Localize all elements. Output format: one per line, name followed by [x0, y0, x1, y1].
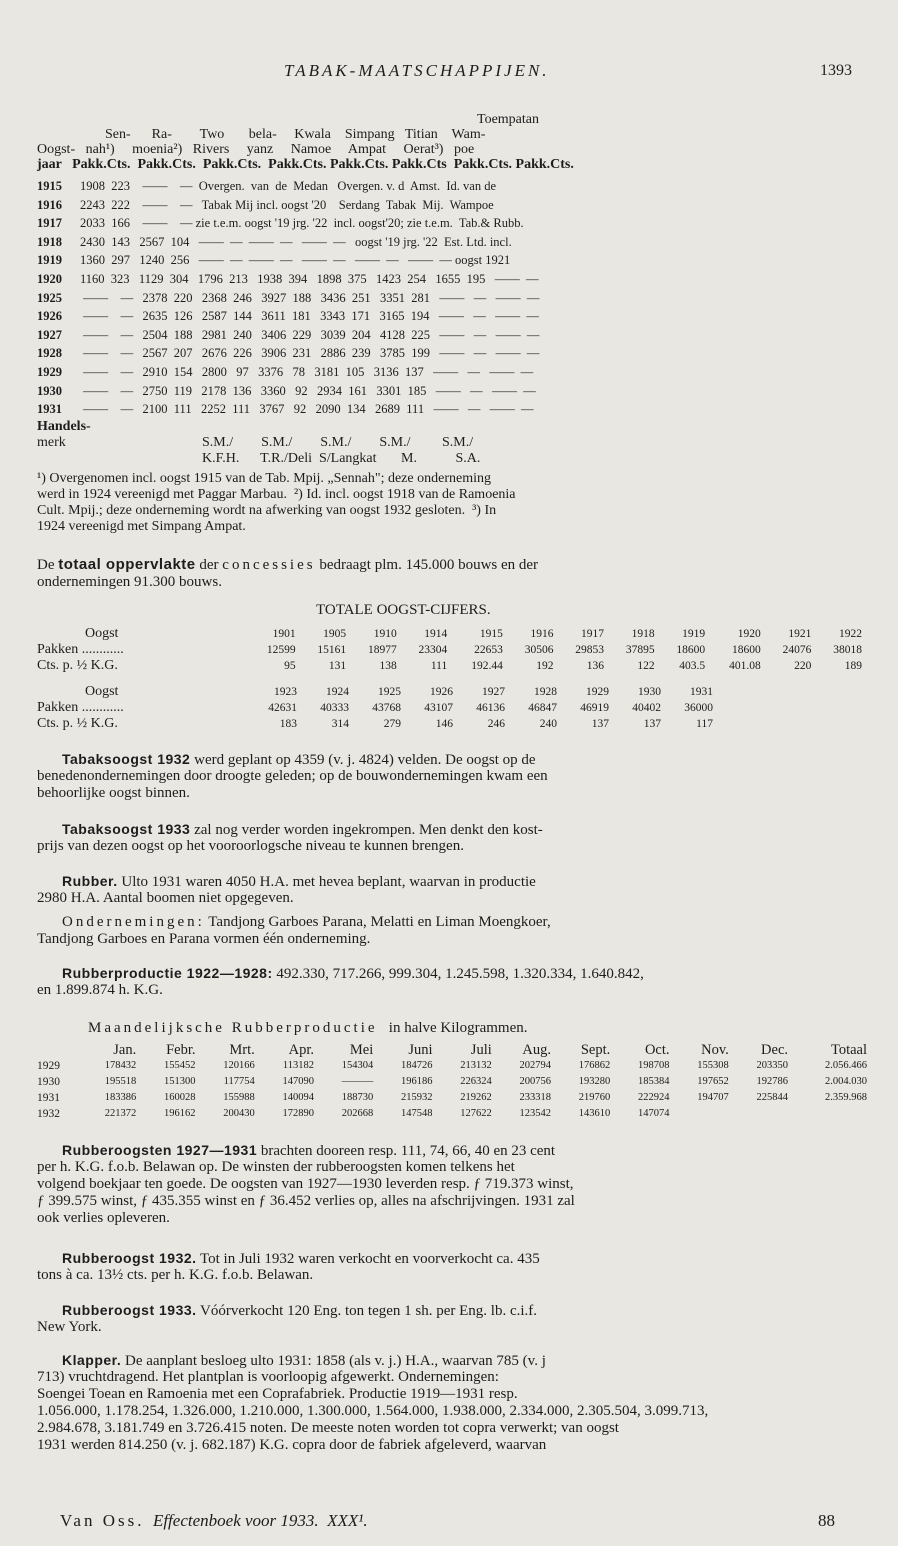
monthly-cell: 225844 — [756, 1092, 788, 1103]
paragraph-ondernemingen-line — [62, 914, 551, 931]
totale-oogst-cell: 46136 — [476, 702, 505, 714]
paragraph-text: volgend boekjaar ten goede. De oogsten van 1927—1930 leverden resp. ƒ 719.373 winst, — [37, 1176, 574, 1192]
paragraph-klapper-line — [37, 1403, 708, 1420]
month-header: Totaal — [830, 1042, 867, 1058]
totale-oogst-cell: 18600 — [676, 644, 706, 656]
paragraph-text: 713) vruchtdragend. Het plantplan is voorloopig afgewerkt. Ondernemingen: — [37, 1369, 499, 1385]
estate-row-values: —— — 2504 188 2981 240 3406 229 3039 204 4128 225 —— — —— — — [80, 327, 540, 342]
estate-row-year: 1927 — [37, 327, 62, 342]
page-number: 1393 — [820, 62, 852, 79]
totale-oogst-row-pakken — [37, 642, 862, 658]
monthly-cell: 233318 — [519, 1092, 551, 1103]
monthly-table — [37, 1042, 867, 1122]
totale-oogst-cell: 240 — [539, 718, 557, 730]
row-label: Cts. p. ½ K.G. — [37, 716, 118, 731]
paragraph-text: Tandjong Garboes en Parana vormen één onderneming. — [37, 931, 371, 947]
monthly-header-row — [37, 1042, 867, 1058]
totale-oogst-cell: 137 — [643, 718, 661, 730]
paragraph-text: per h. K.G. f.o.b. Belawan op. De winsten der rubberoogsten komen telkens het — [37, 1159, 515, 1175]
totaal-paragraph: De totaal oppervlakte der concessies bedraagt plm. 145.000 bouws en der — [37, 556, 539, 573]
paragraph-text: 1931 werden 814.250 (v. j. 682.187) K.G. copra door de fabriek afgeleverd, waarvan — [37, 1437, 547, 1453]
monthly-cell: 123542 — [519, 1108, 551, 1119]
estates-header-row1: Sen- Ra- Two bela- Kwala Simpang Titian Wam- — [105, 127, 486, 142]
estate-row-values: 1360 297 1240 256 —— — —— — —— — —— — —— — oogst 1921 — [80, 253, 511, 268]
paragraph-text: Ulto 1931 waren 4050 H.A. met hevea beplant, waarvan in productie — [117, 874, 536, 890]
monthly-cell: 200430 — [223, 1108, 255, 1119]
monthly-cell: 172890 — [282, 1108, 314, 1119]
monthly-cell: 143610 — [578, 1108, 611, 1119]
estate-row-values: 2243 222 —— — Tabak Mij incl. oogst '20 Serdang Tabak Mij. Wampoe — [80, 197, 494, 212]
row-label: Pakken ............ — [37, 642, 124, 657]
monthly-cell: 202794 — [519, 1060, 551, 1071]
monthly-cell: 155452 — [164, 1060, 196, 1071]
totale-oogst-cell: 38018 — [833, 644, 862, 656]
paragraph-tabak1933-line — [37, 838, 464, 855]
monthly-cell: 113182 — [282, 1060, 314, 1071]
footer-page: 88 — [818, 1511, 835, 1530]
footnote-line-3: Cult. Mpij.; deze onderneming wordt na afwerking van oogst 1932 gesloten. ³) In — [37, 503, 497, 518]
monthly-cell: 222924 — [638, 1092, 670, 1103]
totale-oogst-cell: 1910 — [373, 628, 397, 640]
monthly-cell: 147548 — [401, 1108, 433, 1119]
footnote-line-1: ¹) Overgenomen incl. oogst 1915 van de Tab. Mpij. „Sennah"; deze onderneming — [37, 471, 491, 486]
estates-header-row2: Oogst- nah¹) moenia²) Rivers yanz Namoe Ampat Oerat³) poe — [37, 142, 475, 157]
paragraph-tabak1932-line — [37, 785, 190, 802]
totale-oogst-cell: 1914 — [424, 628, 448, 640]
month-header: Juni — [408, 1042, 433, 1058]
totale-oogst-cell: 137 — [591, 718, 609, 730]
paragraph-text: 2.984.678, 3.181.749 en 3.726.415 noten. De meeste noten worden tot copra verwerkt; van oogst — [37, 1420, 619, 1436]
row-label: Cts. p. ½ K.G. — [37, 658, 118, 673]
footnote-line-2: werd in 1924 vereenigd met Paggar Marbau. ²) Id. incl. oogst 1918 van de Ramoenia — [37, 487, 516, 502]
totale-oogst-cell: 15161 — [317, 644, 347, 656]
paragraph-klapper-heading: Klapper. — [62, 1352, 122, 1368]
monthly-row — [37, 1106, 867, 1122]
totale-oogst-table-1 — [37, 626, 862, 674]
paragraph-rubberproductie-heading: Rubberproductie 1922—1928: — [62, 965, 273, 981]
totale-oogst-cell: 12599 — [266, 644, 296, 656]
paragraph-rubber-line — [37, 890, 294, 907]
paragraph-text: Tandjong Garboes Parana, Melatti en Liman Moengkoer, — [204, 914, 551, 930]
monthly-cell: 219760 — [578, 1092, 611, 1103]
totale-oogst-cell: 1916 — [530, 628, 554, 640]
monthly-cell: 195518 — [104, 1076, 137, 1087]
monthly-row — [37, 1090, 867, 1106]
monthly-cell: 155988 — [223, 1092, 255, 1103]
footer: Van Oss. Effectenboek voor 1933. XXX¹. — [60, 1511, 368, 1530]
paragraph-tabak1933-line — [62, 821, 543, 839]
monthly-cell: 178432 — [104, 1060, 137, 1071]
monthly-cell: 185384 — [638, 1076, 670, 1087]
handelsmerk-row1: S.M./ S.M./ S.M./ S.M./ S.M./ — [202, 435, 474, 450]
totale-oogst-cell: 23304 — [418, 644, 448, 656]
totale-oogst-cell: 279 — [383, 718, 401, 730]
totale-oogst-cell: 314 — [331, 718, 349, 730]
monthly-cell — [670, 1106, 729, 1122]
totale-oogst-cell: 131 — [328, 660, 347, 672]
estate-row-year: 1925 — [37, 290, 62, 305]
paragraph-text: tons à ca. 13½ cts. per h. K.G. f.o.b. Belawan. — [37, 1267, 314, 1283]
totale-oogst-title: TOTALE OOGST-CIJFERS. — [316, 602, 491, 618]
monthly-cell: 221372 — [104, 1108, 137, 1119]
totale-oogst-cell: 403.5 — [679, 660, 706, 672]
month-header: Mei — [349, 1042, 374, 1058]
totale-oogst-cell: 220 — [794, 660, 812, 672]
monthly-cell: 226324 — [460, 1076, 492, 1087]
paragraph-text: Tot in Juli 1932 waren verkocht en voorverkocht ca. 435 — [196, 1251, 540, 1267]
estate-row-year: 1919 — [37, 253, 62, 268]
paragraph-rubberproductie-line — [62, 965, 644, 983]
totale-oogst-cell: 146 — [435, 718, 453, 730]
paragraph-rubberoogst1932-line — [37, 1267, 313, 1284]
estates-header-row3: jaar Pakk.Cts. Pakk.Cts. Pakk.Cts. Pakk.Cts. Pakk.Cts. Pakk.Cts Pakk.Cts. Pakk.Cts. — [37, 157, 574, 172]
totale-oogst-cell: 401.08 — [729, 660, 761, 672]
totale-oogst-cell: 1919 — [682, 628, 706, 640]
totale-oogst-cell: 1917 — [581, 628, 604, 640]
paragraph-tabak1932-line — [37, 768, 548, 785]
totale-oogst-cell: 111 — [430, 660, 448, 672]
totale-oogst-row-oogst — [37, 626, 862, 642]
monthly-cell: 192786 — [756, 1076, 788, 1087]
monthly-cell — [788, 1106, 867, 1122]
paragraph-rubber-line — [62, 873, 536, 891]
paragraph-text: 1.056.000, 1.178.254, 1.326.000, 1.210.000, 1.300.000, 1.564.000, 1.938.000, 2.334.000, 2.305.504, 3.099.713, — [37, 1403, 709, 1419]
row-label: Oogst — [85, 626, 119, 641]
totale-oogst-cell: 192 — [536, 660, 554, 672]
empty-cell — [37, 1042, 77, 1058]
totale-oogst-cell: 1918 — [631, 628, 655, 640]
paragraph-text: benedenondernemingen door droogte geleden; op de bouwondernemingen kwam een — [37, 768, 548, 784]
totale-oogst-table-2 — [37, 684, 713, 732]
paragraph-text: werd geplant op 4359 (v. j. 4824) velden. De oogst op de — [190, 752, 536, 768]
monthly-year: 1931 — [37, 1092, 60, 1104]
paragraph-rubberoogst1932-line — [62, 1250, 540, 1268]
monthly-cell: 147074 — [638, 1108, 670, 1119]
monthly-cell: 120166 — [223, 1060, 255, 1071]
monthly-cell: 219262 — [460, 1092, 492, 1103]
paragraph-text: prijs van dezen oogst op het vooroorlogsche niveau te kunnen brengen. — [37, 838, 464, 854]
paragraph-tabak1933-heading: Tabaksoogst 1933 — [62, 821, 191, 837]
paragraph-rubberoogsten-line — [37, 1176, 574, 1193]
paragraph-text: 2980 H.A. Aantal boomen niet opgegeven. — [37, 890, 294, 906]
handelsmerk-label-1: Handels- — [37, 419, 91, 434]
paragraph-text: Soengei Toean en Ramoenia met een Coprafabriek. Productie 1919—1931 resp. — [37, 1386, 518, 1402]
monthly-cell: 183386 — [104, 1092, 137, 1103]
totale-oogst-cell: 1926 — [430, 686, 453, 698]
paragraph-rubberoogsten-line — [62, 1142, 555, 1160]
paragraph-text: brachten dooreen resp. 111, 74, 66, 40 en 23 cent — [257, 1143, 556, 1159]
monthly-year: 1930 — [37, 1076, 60, 1088]
estate-row-year: 1928 — [37, 346, 62, 361]
monthly-cell: ——— — [341, 1076, 374, 1087]
estate-row-year: 1930 — [37, 383, 62, 398]
row-label: Pakken ............ — [37, 700, 124, 715]
totale-oogst-cell: 29853 — [575, 644, 604, 656]
row-label: Oogst — [85, 684, 119, 699]
estates-header-toempatan: Toempatan — [477, 112, 539, 127]
month-header: Febr. — [166, 1042, 196, 1058]
estate-row-values: 2033 166 —— — zie t.e.m. oogst '19 jrg. '22 incl. oogst'20; zie t.e.m. Tab.& Rubb. — [80, 216, 524, 231]
paragraph-ondernemingen-line — [37, 931, 370, 948]
paragraph-rubberoogsten-line — [37, 1193, 575, 1210]
totale-oogst-cell: 22653 — [474, 644, 503, 656]
monthly-cell: 188730 — [341, 1092, 374, 1103]
totale-oogst-cell: 1915 — [479, 628, 503, 640]
totale-oogst-cell: 43768 — [372, 702, 401, 714]
totale-oogst-row-oogst — [37, 684, 713, 700]
totale-oogst-cell: 18977 — [367, 644, 397, 656]
paragraph-klapper-line — [37, 1369, 499, 1386]
estate-row-values: —— — 2378 220 2368 246 3927 188 3436 251 3351 281 —— — —— — — [80, 290, 540, 305]
totale-oogst-cell: 1905 — [323, 628, 347, 640]
month-header: Aug. — [522, 1042, 551, 1058]
estate-row-values: —— — 2635 126 2587 144 3611 181 3343 171 3165 194 —— — —— — — [80, 309, 539, 324]
paragraph-text: en 1.899.874 h. K.G. — [37, 982, 163, 998]
paragraph-rubberoogsten-line — [37, 1210, 170, 1227]
estate-row-year: 1917 — [37, 216, 62, 231]
totale-oogst-cell: 1920 — [737, 628, 761, 640]
month-header: Oct. — [644, 1042, 670, 1058]
month-header: Jan. — [113, 1042, 137, 1058]
paragraph-klapper-line — [37, 1437, 546, 1454]
month-header: Apr. — [288, 1042, 314, 1058]
estate-row-year: 1915 — [37, 179, 62, 193]
totale-oogst-cell: 1922 — [839, 628, 862, 640]
totale-oogst-cell: 138 — [379, 660, 397, 672]
paragraph-rubber-heading: Rubber. — [62, 873, 118, 889]
totale-oogst-cell: 122 — [637, 660, 655, 672]
paragraph-klapper-line — [62, 1352, 546, 1370]
totale-oogst-cell: 1927 — [482, 686, 505, 698]
estate-row-year: 1931 — [37, 402, 62, 417]
paragraph-text: 492.330, 717.266, 999.304, 1.245.598, 1.320.334, 1.640.842, — [272, 966, 644, 982]
totale-oogst-cell: 1924 — [326, 686, 349, 698]
month-header: Nov. — [701, 1042, 729, 1058]
totale-oogst-cell: 136 — [586, 660, 604, 672]
totaal-paragraph-line2: ondernemingen 91.300 bouws. — [37, 574, 222, 590]
monthly-cell: 203350 — [756, 1060, 788, 1071]
totale-oogst-cell: 1929 — [586, 686, 609, 698]
estate-row-values: —— — 2910 154 2800 97 3376 78 3181 105 3136 137 —— — —— — — [80, 365, 534, 379]
monthly-cell: 147090 — [282, 1076, 314, 1087]
paragraph-rubberoogst1933-heading: Rubberoogst 1933. — [62, 1302, 197, 1318]
paragraph-tabak1932-line — [62, 751, 536, 769]
estate-row-year: 1926 — [37, 309, 62, 324]
monthly-cell: 151300 — [164, 1076, 196, 1087]
month-header: Juli — [470, 1042, 492, 1058]
handelsmerk-row2: K.F.H. T.R./Deli S/Langkat M. S.A. — [202, 451, 481, 466]
totale-oogst-cell: 189 — [844, 660, 862, 672]
monthly-cell: 155308 — [697, 1060, 729, 1071]
monthly-cell: 140094 — [282, 1092, 314, 1103]
monthly-cell: 2.056.466 — [825, 1060, 867, 1071]
totale-oogst-cell: 37895 — [625, 644, 655, 656]
monthly-cell: 197652 — [697, 1076, 729, 1087]
totale-oogst-cell: 1923 — [274, 686, 297, 698]
totale-oogst-cell: 117 — [696, 718, 713, 730]
month-header: Dec. — [761, 1042, 788, 1058]
totale-oogst-cell: 246 — [487, 718, 505, 730]
monthly-cell: 184726 — [401, 1060, 433, 1071]
totale-oogst-cell: 1931 — [690, 686, 713, 698]
monthly-cell: 198708 — [638, 1060, 670, 1071]
totale-oogst-cell: 1921 — [788, 628, 812, 640]
totale-oogst-row-cts — [37, 716, 713, 732]
estate-row-values: 1160 323 1129 304 1796 213 1938 394 1898 375 1423 254 1655 195 —— — — [80, 272, 539, 286]
estate-row-values: —— — 2750 119 2178 136 3360 92 2934 161 3301 185 —— — —— — — [80, 383, 536, 398]
totale-oogst-row-pakken — [37, 700, 713, 716]
totale-oogst-cell: 1930 — [638, 686, 661, 698]
monthly-cell: 154304 — [341, 1060, 374, 1071]
totale-oogst-cell: 40333 — [320, 702, 349, 714]
handelsmerk-label-2: merk — [37, 435, 66, 450]
paragraph-klapper-line — [37, 1420, 619, 1437]
paragraph-klapper-line — [37, 1386, 518, 1403]
totale-oogst-cell: 1901 — [272, 628, 296, 640]
estate-row-year: 1916 — [37, 197, 62, 212]
totale-oogst-cell: 183 — [279, 718, 297, 730]
totale-oogst-cell: 192.44 — [471, 660, 503, 672]
paragraph-text: ook verlies opleveren. — [37, 1210, 170, 1226]
monthly-cell: 160028 — [164, 1092, 196, 1103]
totale-oogst-cell: 18600 — [732, 644, 761, 656]
estate-row-values: —— — 2567 207 2676 226 3906 231 2886 239 3785 199 —— — —— — — [80, 346, 540, 361]
totale-oogst-cell: 24076 — [782, 644, 812, 656]
paragraph-rubberoogst1933-line — [37, 1319, 102, 1336]
monthly-cell: 215932 — [401, 1092, 433, 1103]
monthly-title: Maandelijksche Rubberproductie in halve Kilogrammen. — [88, 1020, 528, 1036]
totale-oogst-cell: 95 — [284, 660, 296, 672]
monthly-cell: 193280 — [578, 1076, 611, 1087]
paragraph-text: Vóórverkocht 120 Eng. ton tegen 1 sh. per Eng. lb. c.i.f. — [196, 1303, 538, 1319]
monthly-cell — [729, 1106, 788, 1122]
estate-row-values: 1908 223 —— — Overgen. van de Medan Overgen. v. d Amst. Id. van de — [80, 179, 497, 193]
paragraph-rubberproductie-line — [37, 982, 163, 999]
monthly-cell: 202668 — [341, 1108, 374, 1119]
paragraph-text: De aanplant besloeg ulto 1931: 1858 (als v. j.) H.A., waarvan 785 (v. j — [121, 1353, 546, 1369]
paragraph-text: ƒ 399.575 winst, ƒ 435.355 winst en ƒ 36.452 verlies op, alles na afschrijvingen. 1931 zal — [37, 1193, 575, 1209]
totale-oogst-cell: 1925 — [378, 686, 401, 698]
monthly-cell: 117754 — [223, 1076, 255, 1087]
paragraph-text: behoorlijke oogst binnen. — [37, 785, 190, 801]
monthly-cell: 176862 — [578, 1060, 611, 1071]
estate-row-year: 1920 — [37, 272, 62, 286]
paragraph-rubberoogst1933-line — [62, 1302, 537, 1320]
totale-oogst-cell: 30506 — [524, 644, 554, 656]
estate-row-year: 1929 — [37, 365, 62, 379]
paragraph-rubberoogsten-line — [37, 1159, 515, 1176]
monthly-cell: 2.359.968 — [825, 1092, 867, 1103]
paragraph-ondernemingen-heading: Ondernemingen: — [62, 914, 205, 930]
totale-oogst-cell: 43107 — [424, 702, 453, 714]
month-header: Mrt. — [229, 1042, 255, 1058]
totale-oogst-cell: 40402 — [632, 702, 661, 714]
totale-oogst-cell: 42631 — [268, 702, 297, 714]
monthly-cell: 196186 — [401, 1076, 433, 1087]
month-header: Sept. — [580, 1042, 611, 1058]
paragraph-rubberoogst1932-heading: Rubberoogst 1932. — [62, 1250, 197, 1266]
footnote-line-4: 1924 vereenigd met Simpang Ampat. — [37, 519, 246, 534]
estate-row-year: 1918 — [37, 234, 62, 249]
monthly-cell: 194707 — [697, 1092, 729, 1103]
totale-oogst-cell: 46919 — [580, 702, 609, 714]
monthly-year: 1932 — [37, 1108, 60, 1120]
paragraph-text: zal nog verder worden ingekrompen. Men denkt den kost- — [190, 822, 543, 838]
monthly-cell: 196162 — [164, 1108, 196, 1119]
monthly-row — [37, 1074, 867, 1090]
paragraph-tabak1932-heading: Tabaksoogst 1932 — [62, 751, 191, 767]
totale-oogst-row-cts — [37, 658, 862, 674]
monthly-cell: 2.004.030 — [825, 1076, 867, 1087]
paragraph-text: New York. — [37, 1319, 102, 1335]
estate-row-values: 2430 143 2567 104 —— — —— — —— — oogst '19 jrg. '22 Est. Ltd. incl. — [80, 234, 512, 249]
totale-oogst-cell: 36000 — [684, 702, 713, 714]
totale-oogst-cell: 46847 — [528, 702, 557, 714]
monthly-row — [37, 1058, 867, 1074]
running-title: TABAK-MAATSCHAPPIJEN. — [284, 61, 550, 80]
totale-oogst-cell: 1928 — [534, 686, 557, 698]
monthly-cell: 127622 — [460, 1108, 492, 1119]
paragraph-rubberoogsten-heading: Rubberoogsten 1927—1931 — [62, 1142, 258, 1158]
monthly-cell: 200756 — [519, 1076, 551, 1087]
monthly-year: 1929 — [37, 1060, 60, 1072]
estate-row-values: —— — 2100 111 2252 111 3767 92 2090 134 2689 111 —— — —— — — [80, 402, 534, 417]
monthly-cell: 213132 — [460, 1060, 492, 1071]
